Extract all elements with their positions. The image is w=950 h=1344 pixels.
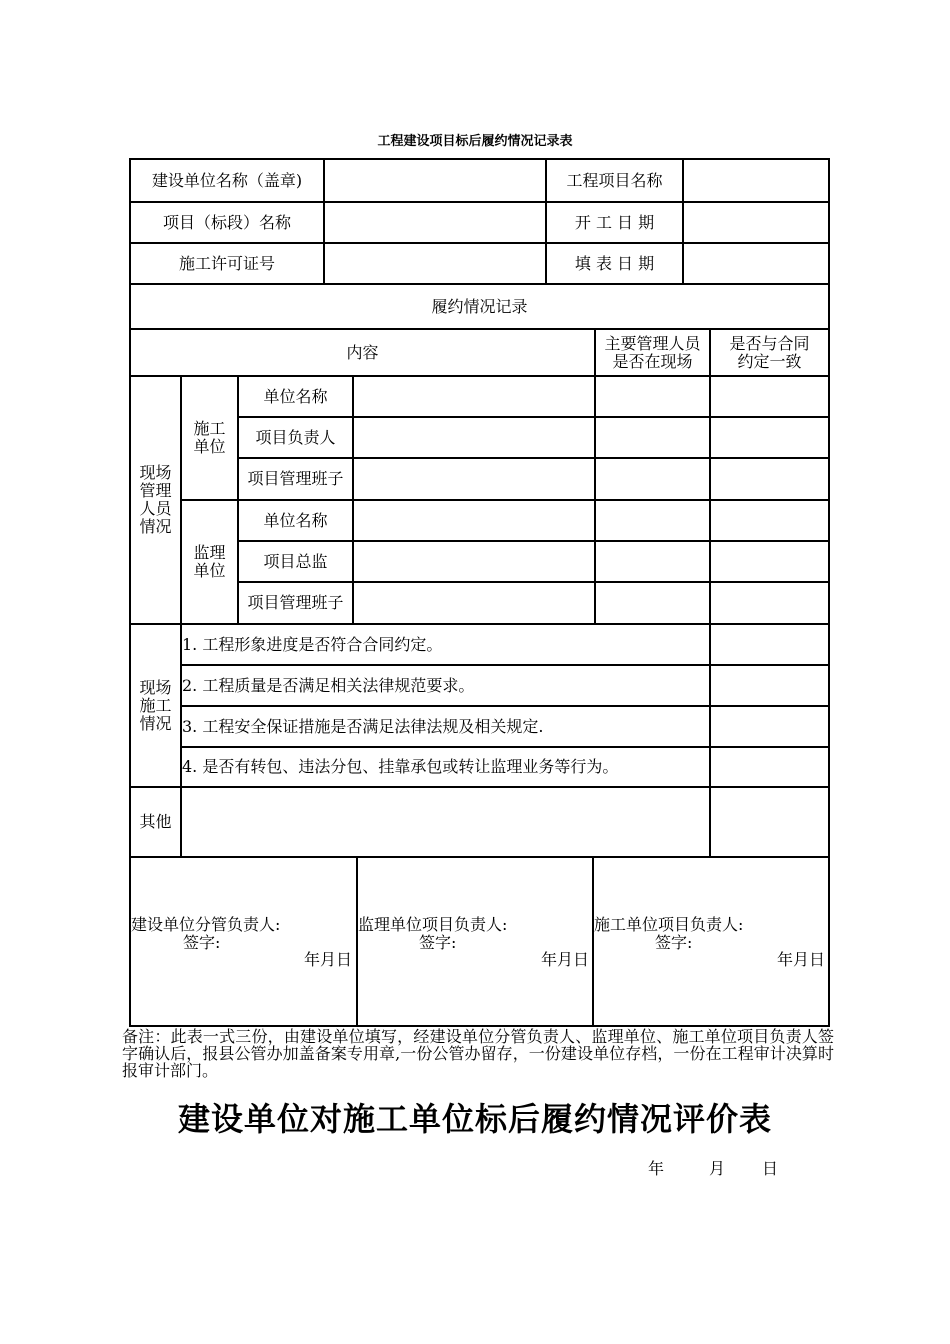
record-title: 履约情况记录 [431, 296, 528, 316]
unit-name-field[interactable] [325, 160, 545, 201]
site-item-3: 3. 工程安全保证措施是否满足法律法规及相关规定. [182, 716, 544, 736]
supervision-unit-label: 监理 单位 [193, 543, 226, 580]
date-year: 年 [648, 1159, 665, 1178]
signature-date: 年月日 [777, 950, 826, 969]
section-name-field[interactable] [325, 203, 545, 242]
signature-sign-label: 签字: [419, 933, 457, 952]
personnel-group-label: 现场 管理 人员 情况 [139, 463, 172, 536]
project-name-field[interactable] [684, 160, 828, 201]
project-name-label: 工程项目名称 [566, 170, 663, 190]
signature-date: 年月日 [541, 950, 590, 969]
start-date-label: 开 工 日 期 [574, 212, 655, 232]
site-item-4: 4. 是否有转包、违法分包、挂靠承包或转让监理业务等行为。 [182, 757, 619, 776]
construction-row-unit-name: 单位名称 [263, 386, 328, 406]
permit-label: 施工许可证号 [178, 253, 275, 273]
fill-date-field[interactable] [684, 244, 828, 283]
date-month: 月 [709, 1159, 726, 1178]
construction-unit-label: 施工 单位 [193, 419, 226, 456]
unit-name-label: 建设单位名称（盖章) [151, 170, 303, 190]
on-site-column-header: 主要管理人员 是否在现场 [604, 333, 701, 371]
signature-sign-label: 签字: [655, 933, 693, 952]
signature-role: 监理单位项目负责人: [358, 915, 508, 934]
supervision-row-management-team: 项目管理班子 [247, 593, 344, 612]
supervision-row-chief: 项目总监 [263, 551, 328, 571]
signature-sign-label: 签字: [183, 933, 221, 952]
site-item-2: 2. 工程质量是否满足相关法律规范要求。 [182, 675, 475, 695]
form-title: 工程建设项目标后履约情况记录表 [377, 134, 573, 149]
site-group-label: 现场 施工 情况 [139, 677, 172, 733]
other-label: 其他 [139, 812, 172, 831]
date-day: 日 [762, 1159, 779, 1178]
start-date-field[interactable] [684, 203, 828, 242]
evaluation-title: 建设单位对施工单位标后履约情况评价表 [177, 1100, 772, 1138]
signature-role: 建设单位分管负责人: [131, 915, 281, 934]
supervision-row-unit-name: 单位名称 [263, 510, 328, 530]
signature-date: 年月日 [304, 950, 353, 969]
consistent-column-header: 是否与合同 约定一致 [729, 333, 810, 371]
section-name-label: 项目（标段）名称 [162, 212, 291, 232]
construction-row-management-team: 项目管理班子 [247, 469, 344, 488]
site-item-1: 1. 工程形象进度是否符合合同约定。 [182, 634, 443, 654]
construction-row-project-lead: 项目负责人 [255, 427, 336, 447]
permit-field[interactable] [325, 244, 545, 283]
signature-role: 施工单位项目负责人: [594, 915, 744, 934]
content-column-header: 内容 [346, 342, 379, 362]
footnote: 备注：此表一式三份，由建设单位填写，经建设单位分管负责人、监理单位、施工单位项目负责人签字确认后，报县公管办加盖备案专用章,一份公管办留存，一份建设单位存档，一份在工程审计决算时报审计部门。 [122, 1027, 834, 1080]
fill-date-label: 填 表 日 期 [574, 253, 655, 273]
